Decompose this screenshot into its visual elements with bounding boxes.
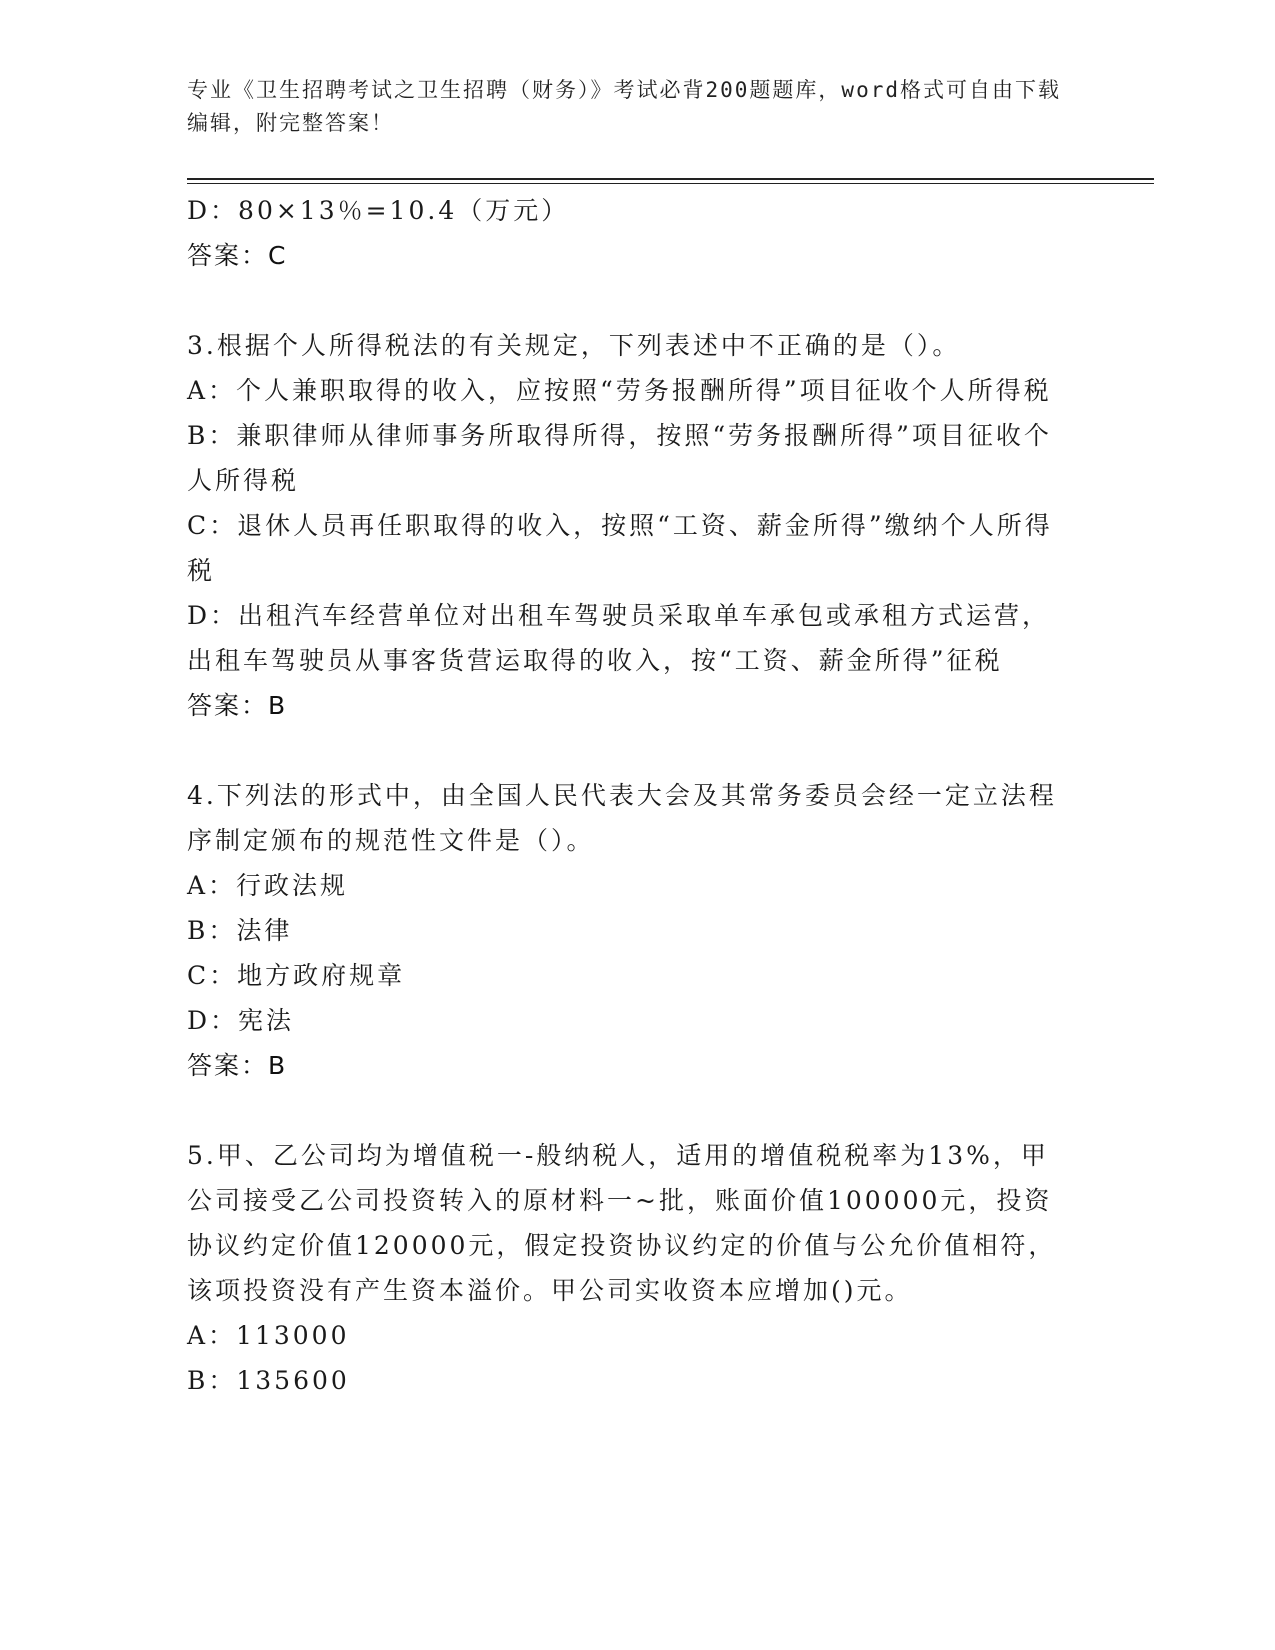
q3-option-a: A：个人兼职取得的收入，应按照“劳务报酬所得”项目征收个人所得税 xyxy=(187,376,1052,405)
question-spacer xyxy=(187,278,1067,323)
q3-answer: 答案：B xyxy=(187,691,288,720)
q3-option-d: D：出租汽车经营单位对出租车驾驶员采取单车承包或承租方式运营，出租车驾驶员从事客货营运取得的收入，按“工资、薪金所得”征税 xyxy=(187,601,1051,675)
document-body xyxy=(187,188,1067,1403)
q4-option-a: A：行政法规 xyxy=(187,871,349,900)
q5-option-a: A：113000 xyxy=(187,1321,350,1350)
q3-stem: 3.根据个人所得税法的有关规定，下列表述中不正确的是（）。 xyxy=(187,331,961,360)
q2-answer: 答案：C xyxy=(187,241,288,270)
q4-option-d: D：宪法 xyxy=(187,1006,295,1035)
q4-option-c: C：地方政府规章 xyxy=(187,961,406,990)
question-spacer xyxy=(187,728,1067,773)
q4-option-b: B：法律 xyxy=(187,916,293,945)
q2-option-d: D：80×13％=10.4（万元） xyxy=(187,196,570,225)
q3-option-b: B：兼职律师从律师事务所取得所得，按照“劳务报酬所得”项目征收个人所得税 xyxy=(187,421,1052,495)
page-header-text: 专业《卫生招聘考试之卫生招聘（财务）》考试必背200题题库，word格式可自由下载编辑，附完整答案！ xyxy=(187,78,1061,135)
header-divider-thick xyxy=(187,178,1154,180)
question-spacer xyxy=(187,1088,1067,1133)
q4-stem: 4.下列法的形式中，由全国人民代表大会及其常务委员会经一定立法程序制定颁布的规范性文件是（）。 xyxy=(187,781,1057,855)
q4-answer: 答案：B xyxy=(187,1051,288,1080)
q5-option-b: B：135600 xyxy=(187,1366,350,1395)
q5-stem: 5.甲、乙公司均为增值税一-般纳税人，适用的增值税税率为13%，甲公司接受乙公司投资转入的原材料一~批，账面价值100000元，投资协议约定价值120000元，假定投资协议约定的价值与公允价值相符，该项投资没有产生资本溢价。甲公司实收资本应增加()元。 xyxy=(187,1141,1057,1305)
q3-option-c: C：退休人员再任职取得的收入，按照“工资、薪金所得”缴纳个人所得税 xyxy=(187,511,1053,585)
header-divider-thin xyxy=(187,183,1154,184)
